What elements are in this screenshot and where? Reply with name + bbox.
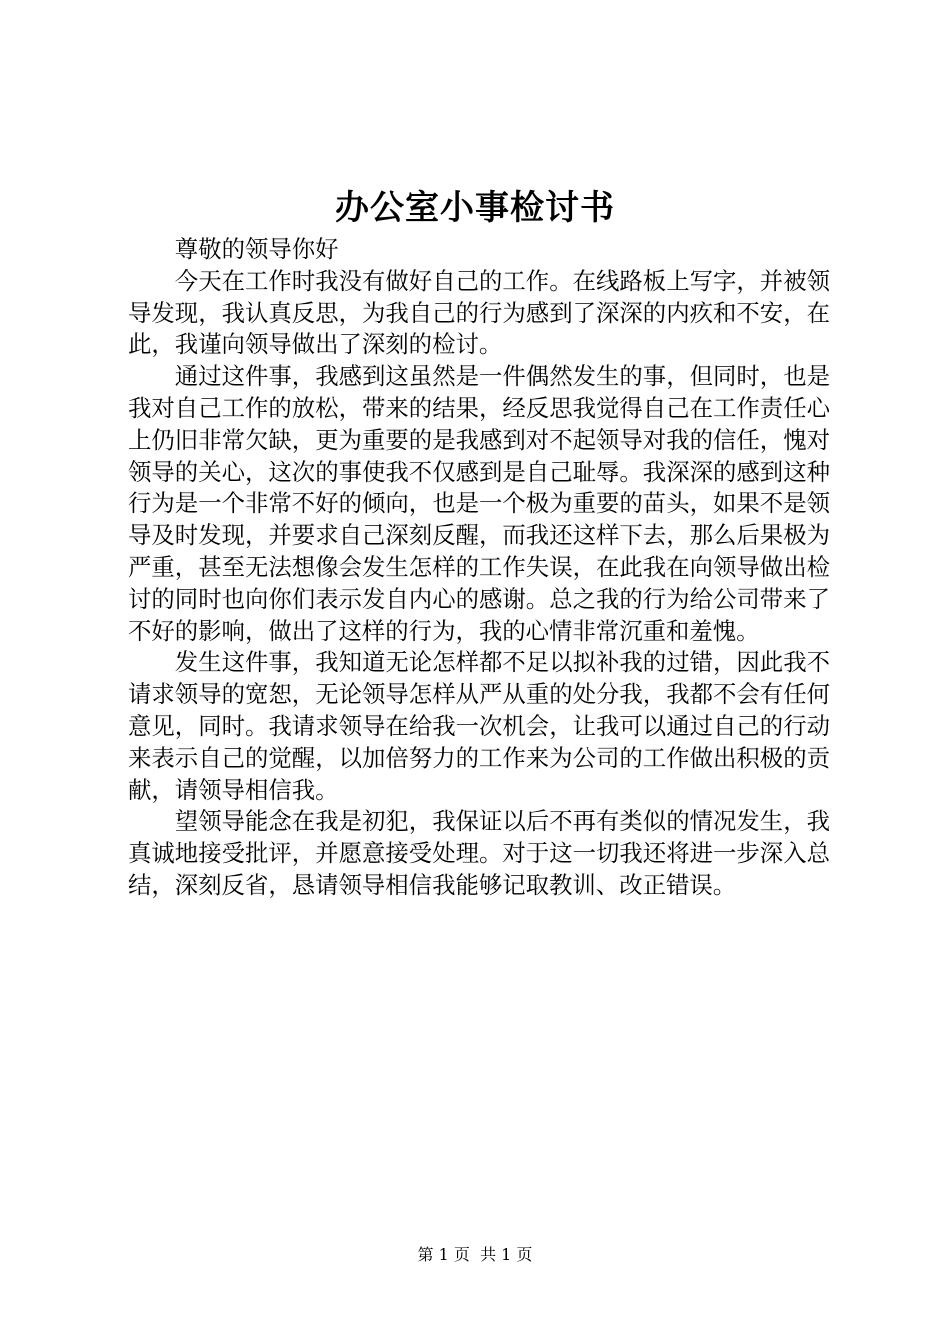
paragraph-4: 望领导能念在我是初犯，我保证以后不再有类似的情况发生，我真诚地接受批评，并愿意接受处理。对于这一切我还将进一步深入总结，深刻反省，恳请领导相信我能够记取教训、改正错误。	[128, 807, 830, 899]
salutation: 尊敬的领导你好	[174, 235, 339, 263]
document-body	[128, 234, 830, 902]
page-number-label: 第 1 页 共 1 页	[417, 1245, 533, 1264]
paragraph-1: 今天在工作时我没有做好自己的工作。在线路板上写字，并被领导发现，我认真反思，为我自己的行为感到了深深的内疚和不安，在此，我谨向领导做出了深刻的检讨。	[128, 266, 830, 359]
document-title: 办公室小事检讨书	[335, 188, 615, 228]
paragraph-2: 通过这件事，我感到这虽然是一件偶然发生的事，但同时，也是我对自己工作的放松，带来的结果，经反思我觉得自己在工作责任心上仍旧非常欠缺，更为重要的是我感到对不起领导对我的信任，愧对领导的关心，这次的事使我不仅感到是自己耻辱。我深深的感到这种行为是一个非常不好的倾向，也是一个极为重要的苗头，如果不是领导及时发现，并要求自己深刻反醒，而我还这样下去，那么后果极为严重，甚至无法想像会发生怎样的工作失误，在此我在向领导做出检讨的同时也向你们表示发自内心的感谢。总之我的行为给公司带来了不好的影响，做出了这样的行为，我的心情非常沉重和羞愧。	[128, 362, 830, 645]
page-footer	[0, 1244, 950, 1266]
paragraph-3: 发生这件事，我知道无论怎样都不足以拟补我的过错，因此我不请求领导的宽恕，无论领导怎样从严从重的处分我，我都不会有任何意见，同时。我请求领导在给我一次机会，让我可以通过自己的行动来表示自己的觉醒，以加倍努力的工作来为公司的工作做出积极的贡献，请领导相信我。	[128, 648, 830, 804]
